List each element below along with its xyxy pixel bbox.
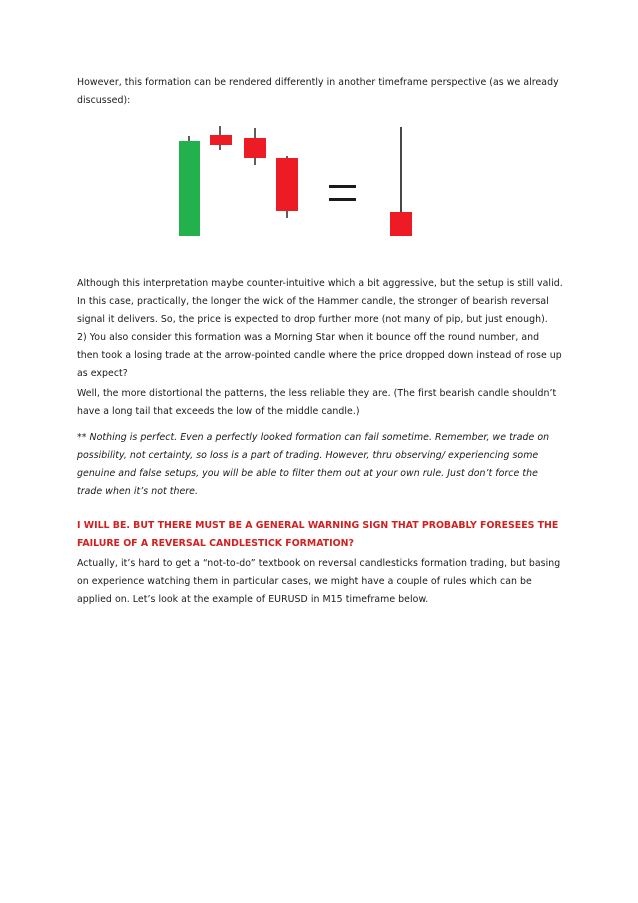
combined-candle — [390, 127, 412, 236]
note-paragraph: ** Nothing is perfect. Even a perfectly looked formation can fail sometime. Remember, we trade on possibility, not certainty, so loss is a part of trading. However, thru observing/ experiencing some genuine and false setups, you will be able to filter them out at your own rule. Just don’t force the trade when it’s not there. — [77, 432, 550, 497]
section-heading: I WILL BE. BUT THERE MUST BE A GENERAL WARNING SIGN THAT PROBABLY FORESEES THE FAILURE OF A REVERSAL CANDLESTICK FORMATION? — [77, 520, 559, 549]
long-bearish-candle — [276, 156, 298, 218]
candlestick-figure — [0, 0, 638, 260]
intro-paragraph: However, this formation can be rendered differently in another timeframe perspective (as we already discussed): — [77, 77, 559, 106]
interpretation-paragraph: Although this interpretation maybe counter-intuitive which a bit aggressive, but the setup is still valid. In this case, practically, the longer the wick of the Hammer candle, the stronger of bearish reversal signal it delivers. So, the price is expected to drop further more (not many of pip, but just enough). — [77, 278, 563, 325]
morning-star-paragraph: 2) You also consider this formation was a Morning Star when it bounce off the round number, and then took a losing trade at the arrow-pointed candle where the price dropped down instead of rose up as expect? — [77, 332, 562, 379]
distortion-paragraph: Well, the more distortional the patterns, the less reliable they are. (The first bearish candle shouldn’t have a long tail that exceeds the low of the middle candle.) — [77, 388, 557, 417]
actually-paragraph: Actually, it’s hard to get a “not-to-do” textbook on reversal candlesticks formation trading, but basing on experience watching them in particular cases, we might have a couple of rules which can be applied on. Let’s look at the example of EURUSD in M15 timeframe below. — [77, 558, 561, 605]
small-bearish-candle — [210, 126, 232, 150]
equals-sign — [329, 185, 356, 201]
bullish-candle — [179, 136, 200, 236]
mid-bearish-candle — [244, 128, 266, 165]
